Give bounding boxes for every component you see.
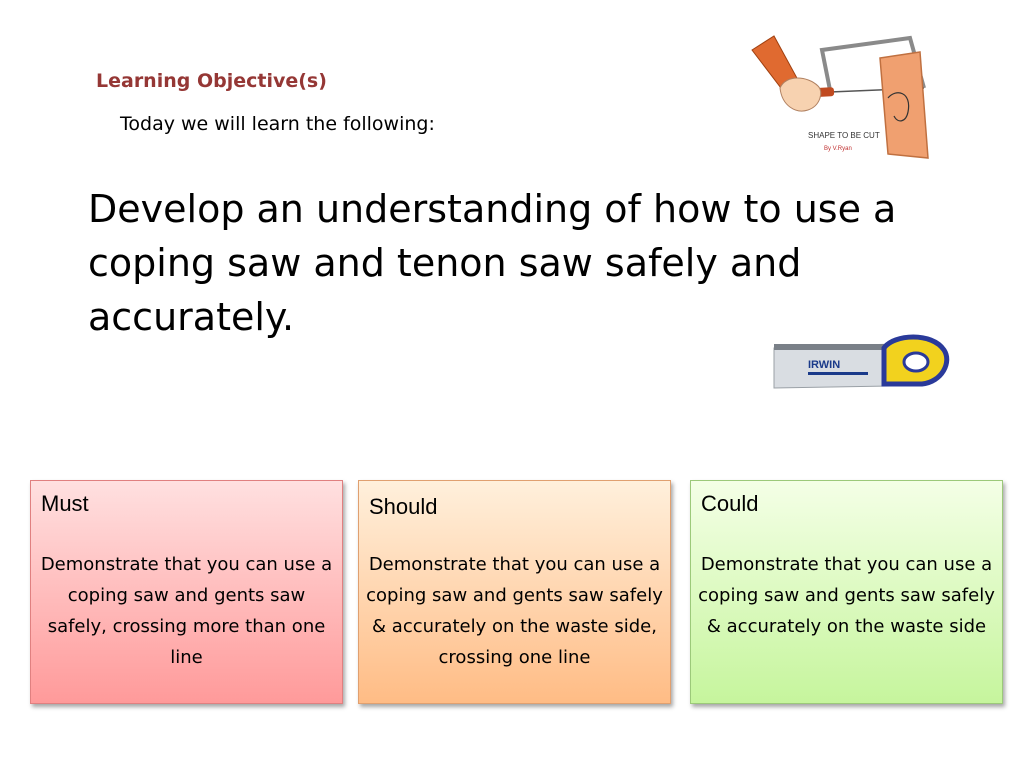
must-card: [30, 480, 343, 704]
coping-saw-credit: By V.Ryan: [824, 146, 852, 152]
could-card-text: Demonstrate that you can use a coping saw and gents saw safely & accurately on the waste side: [698, 554, 995, 637]
could-card: [690, 480, 1003, 704]
saw-back-spine: [774, 344, 894, 350]
must-card-text: Demonstrate that you can use a coping saw and gents saw safely, crossing more than one line: [40, 554, 333, 668]
hand: [780, 78, 821, 111]
learning-objective-text: Develop an understanding of how to use a coping saw and tenon saw safely and accurately.: [88, 187, 897, 339]
coping-saw-caption: SHAPE TO BE CUT: [808, 131, 880, 140]
coping-saw-illustration: [738, 30, 938, 165]
should-card-title: Should: [369, 494, 438, 519]
slide-heading: Learning Objective(s): [96, 70, 327, 92]
should-card-text: Demonstrate that you can use a coping saw and gents saw safely & accurately on the waste side, crossing one line: [366, 554, 663, 668]
tenon-saw-illustration: [772, 330, 950, 392]
could-card-title: Could: [701, 491, 759, 516]
must-card-title: Must: [41, 491, 89, 516]
wood-board: [880, 52, 928, 158]
saw-label-line: [808, 372, 868, 375]
saw-brand-label: IRWIN: [808, 359, 841, 371]
saw-handle-grip-hole: [904, 353, 928, 371]
should-card: [358, 480, 671, 704]
slide-subheading: Today we will learn the following:: [120, 113, 435, 135]
